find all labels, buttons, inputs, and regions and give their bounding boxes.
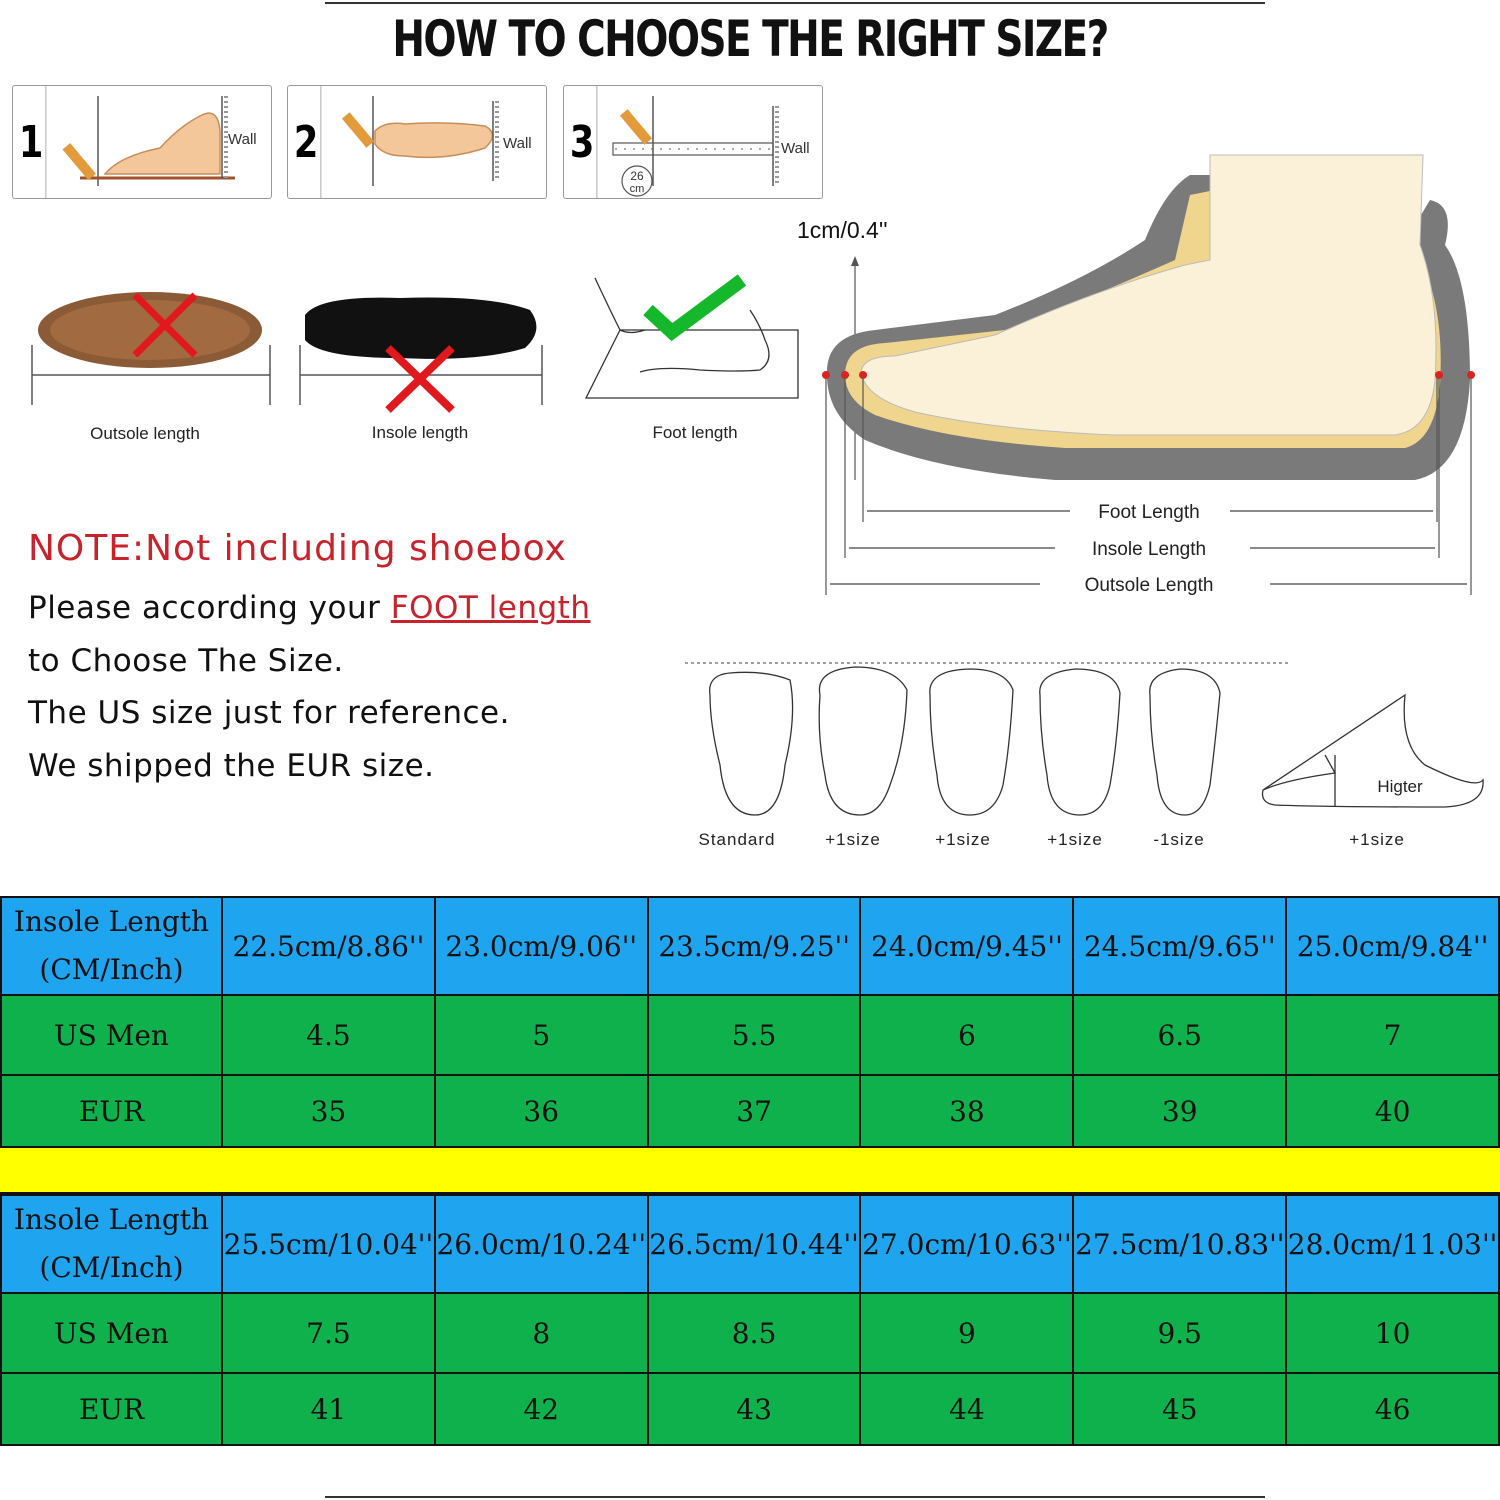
measurement-methods-illustration: [20, 270, 810, 420]
note-foot-length-highlight: FOOT length: [390, 590, 591, 626]
note-title: NOTE:Not including shoebox: [28, 528, 567, 569]
flat-foot-icon: [930, 669, 1013, 815]
eur-size-cell: 42: [435, 1373, 648, 1445]
shoe-cross-section-diagram: [797, 150, 1485, 610]
insole-cell: 24.0cm/9.45'': [860, 897, 1073, 995]
bottom-rule: [325, 1496, 1265, 1498]
foot-shapes-illustration: [685, 655, 1495, 830]
us-size-cell: 9.5: [1073, 1293, 1286, 1373]
us-size-cell: 9: [860, 1293, 1073, 1373]
us-size-cell: 8.5: [648, 1293, 861, 1373]
step-2-panel: [287, 85, 547, 199]
toe-gap-label: 1cm/0.4'': [797, 217, 888, 243]
foot-label-1: +1size: [825, 830, 881, 849]
step-number: 3: [568, 86, 598, 198]
foot-label-2: +1size: [935, 830, 991, 849]
correct-check-icon: [648, 280, 742, 332]
us-size-cell: 4.5: [222, 995, 435, 1075]
insole-cell: 22.5cm/8.86'': [222, 897, 435, 995]
wall-label: Wall: [503, 135, 532, 152]
eur-size-cell: 37: [648, 1075, 861, 1147]
note-line-3: The US size just for reference.: [28, 695, 510, 731]
wide-foot-icon: [819, 667, 907, 815]
table-row-insole: [1, 1195, 1499, 1293]
insole-cell: 27.0cm/10.63'': [860, 1195, 1073, 1293]
note-line-2: to Choose The Size.: [28, 643, 344, 679]
insole-cell: 25.5cm/10.04'': [222, 1195, 435, 1293]
eur-size-cell: 43: [648, 1373, 861, 1445]
ruler-value: 26: [630, 169, 644, 183]
eur-size-cell: 35: [222, 1075, 435, 1147]
insole-cell: 23.5cm/9.25'': [648, 897, 861, 995]
us-size-cell: 6.5: [1073, 995, 1286, 1075]
size-table-2: [0, 1194, 1500, 1446]
ruler-measurement-illustration: [601, 86, 821, 198]
us-size-cell: 5.5: [648, 995, 861, 1075]
foot-top-view-illustration: [325, 86, 545, 198]
note-line-1: [28, 590, 590, 626]
foot-label-4: -1size: [1153, 830, 1205, 849]
insole-icon: [300, 298, 542, 406]
row-header-us-men: US Men: [1, 1293, 222, 1373]
standard-foot-icon: [710, 672, 793, 815]
insole-cell: 26.5cm/10.44'': [648, 1195, 861, 1293]
step-1-panel: [12, 85, 272, 199]
top-rule: [325, 2, 1265, 4]
table-row-eur: [1, 1373, 1499, 1445]
row-header-eur: EUR: [1, 1373, 222, 1445]
outsole-length-caption: Outsole length: [90, 424, 200, 443]
us-size-cell: 6: [860, 995, 1073, 1075]
table-row-us-men: [1, 995, 1499, 1075]
eur-size-cell: 38: [860, 1075, 1073, 1147]
step-3-panel: [563, 85, 823, 199]
row-header-us-men: US Men: [1, 995, 222, 1075]
eur-size-cell: 39: [1073, 1075, 1286, 1147]
table-row-us-men: [1, 1293, 1499, 1373]
eur-size-cell: 36: [435, 1075, 648, 1147]
us-size-cell: 5: [435, 995, 648, 1075]
step-number: 2: [292, 86, 322, 198]
insole-length-caption: Insole length: [371, 423, 469, 442]
ruler-unit: cm: [629, 183, 645, 195]
foot-length-line-label: Foot Length: [1098, 502, 1200, 523]
eur-size-cell: 41: [222, 1373, 435, 1445]
row-header-insole: Insole Length (CM/Inch): [1, 897, 222, 995]
row-header-insole: Insole Length (CM/Inch): [1, 1195, 222, 1293]
note-line-4: We shipped the EUR size.: [28, 748, 435, 784]
foot-label-instep: +1size: [1349, 830, 1405, 849]
insole-cell: 25.0cm/9.84'': [1286, 897, 1499, 995]
insole-cell: 27.5cm/10.83'': [1073, 1195, 1286, 1293]
outsole-length-line-label: Outsole Length: [1084, 575, 1214, 596]
eur-size-cell: 40: [1286, 1075, 1499, 1147]
foot-against-wall-illustration: [50, 86, 270, 198]
eur-size-cell: 46: [1286, 1373, 1499, 1445]
eur-size-cell: 44: [860, 1373, 1073, 1445]
step-number: 1: [17, 86, 47, 198]
narrow-foot-icon: [1150, 669, 1220, 815]
row-header-eur: EUR: [1, 1075, 222, 1147]
foot-on-paper-icon: [586, 278, 798, 398]
page-title: HOW TO CHOOSE THE RIGHT SIZE?: [392, 10, 1108, 68]
size-table-1: [0, 896, 1500, 1148]
foot-length-caption: Foot length: [652, 423, 738, 442]
bunion-foot-icon: [1040, 669, 1120, 815]
us-size-cell: 7.5: [222, 1293, 435, 1373]
eur-size-cell: 45: [1073, 1373, 1286, 1445]
insole-length-line-label: Insole Length: [1091, 539, 1207, 560]
higher-instep-label: Higter: [1377, 777, 1423, 796]
us-size-cell: 8: [435, 1293, 648, 1373]
high-instep-foot-icon: [1263, 695, 1484, 807]
us-size-cell: 7: [1286, 995, 1499, 1075]
wall-label: Wall: [228, 131, 257, 148]
foot-label-standard: Standard: [698, 830, 776, 849]
table-divider-band: [0, 1146, 1500, 1194]
insole-cell: 28.0cm/11.03'': [1286, 1195, 1499, 1293]
us-size-cell: 10: [1286, 1293, 1499, 1373]
insole-cell: 26.0cm/10.24'': [435, 1195, 648, 1293]
insole-cell: 23.0cm/9.06'': [435, 897, 648, 995]
table-row-eur: [1, 1075, 1499, 1147]
note-line-1-prefix: Please according your: [28, 590, 391, 626]
table-row-insole: [1, 897, 1499, 995]
insole-cell: 24.5cm/9.65'': [1073, 897, 1286, 995]
wall-label: Wall: [781, 140, 810, 157]
foot-label-3: +1size: [1047, 830, 1103, 849]
